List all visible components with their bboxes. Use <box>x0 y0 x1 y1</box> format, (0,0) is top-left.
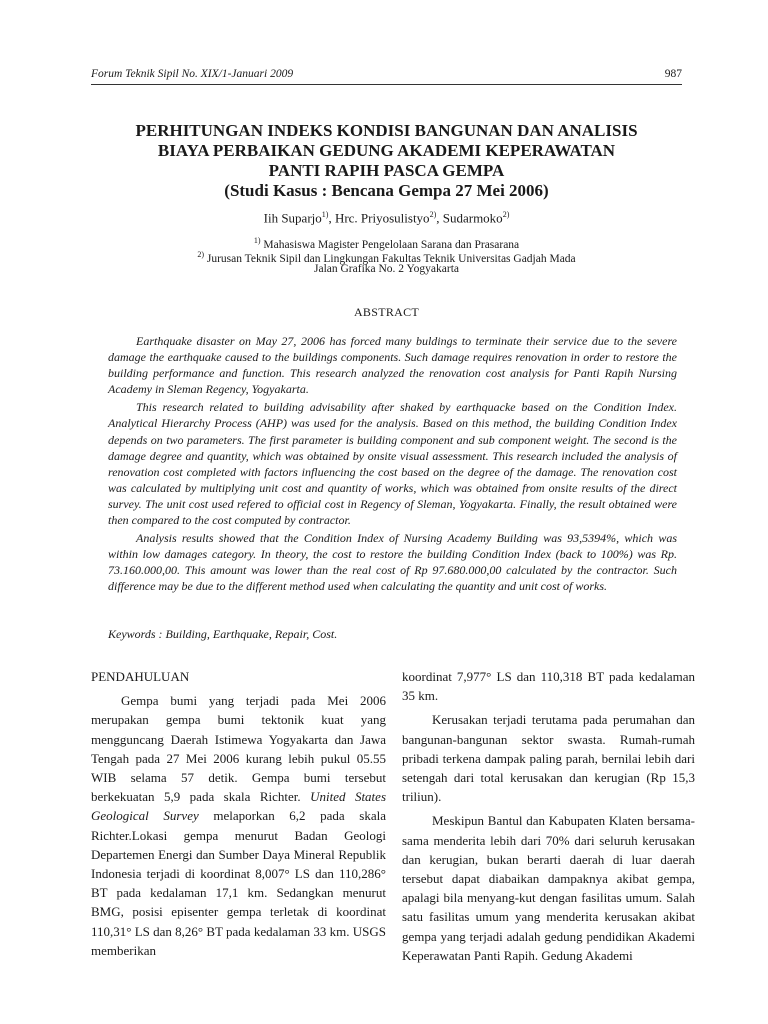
author-1-affil: 1) <box>321 210 329 219</box>
body-italic-text: United States Geological Survey <box>91 789 386 824</box>
body-column-right <box>402 667 695 970</box>
affiliation-address <box>91 262 682 276</box>
title-line-3: PANTI RAPIH PASCA GEMPA <box>268 161 505 180</box>
journal-name: Forum Teknik Sipil No. XIX/1-Januari 2009 <box>91 68 294 80</box>
page-number: 987 <box>664 68 682 80</box>
abstract-paragraph-3: Analysis results showed that the Condition Index of Nursing Academy Building was 93,5394%, which was within low damages category. In theory, the cost to restore the building Condition Index (back to 100%) was Rp. 73.160.000,00. This amount was lower than the real cost of Rp 97.680.000,00 calculated by the contractor. Such difference may be due to the different method used when calculating the quantity and unit cost of works. <box>108 531 677 594</box>
body-text: Gempa bumi yang terjadi pada Mei 2006 merupakan gempa bumi tektonik kuat yang mengguncang Daerah Istimewa Yogyakarta dan Jawa Tengah pada 27 Mei 2006 kurang lebih pukul 05.55 WIB selama 57 detik. Gempa bumi tersebut berkekuatan 5,9 pada skala Richter. <box>91 693 386 805</box>
section-heading: PENDAHULUAN <box>91 669 190 684</box>
abstract-paragraph-1: Earthquake disaster on May 27, 2006 has forced many buldings to terminate their service due to the severe damage the earthquake caused to the buildings components. Such damage requires renovation in order to restore the building performance and function. This research analyzed the renovation cost analysis for Panti Rapih Nursing Academy in Sleman Regency, Yogyakarta. <box>108 334 677 397</box>
paper-title <box>91 121 682 201</box>
author-2-affil: 2) <box>429 210 437 219</box>
title-line-4: (Studi Kasus : Bencana Gempa 27 Mei 2006) <box>224 181 549 200</box>
affiliation-address-text: Jalan Grafika No. 2 Yogyakarta <box>314 263 459 275</box>
affiliation-1-mark: 1) <box>253 236 261 245</box>
affiliation-1-text: Mahasiswa Magister Pengelolaan Sarana dan Prasarana <box>260 238 520 251</box>
body-paragraph <box>91 691 386 960</box>
abstract-body <box>108 333 677 597</box>
body-paragraph: Kerusakan terjadi terutama pada perumahan dan bangunan-bangunan sektor swasta. Rumah-rumah pribadi terkena dampak paling parah, bernilai lebih dari setengah dari total kerusakan dan kerugian (Rp 15,3 triliun). <box>402 712 695 805</box>
body-column-left <box>91 667 386 965</box>
abstract-heading: ABSTRACT <box>353 305 420 319</box>
keywords: Keywords : Building, Earthquake, Repair, Cost. <box>108 627 338 641</box>
body-text: melaporkan 6,2 pada skala Richter.Lokasi gempa menurut Badan Geologi Departemen Energi dan Sumber Daya Mineral Republik Indonesia terjadi di koordinat 8,007° LS dan 110,286° BT pada kedalaman 17,1 km. Sedangkan menurut BMG, posisi episenter gempa terletak di koordinat 110,31° LS dan 8,26° BT pada kedalaman 33 km. USGS memberikan <box>91 808 386 958</box>
body-paragraph: Meskipun Bantul dan Kabupaten Klaten bersama-sama menderita lebih dari 70% dari seluruh kerusakan dan kerugian, bukan berarti daerah di luar daerah tersebut dapat diabaikan dampaknya akibat gempa, apalagi bila menyang-kut dengan fasilitas umum. Salah satu fasilitas umum yang menderita kerusakan akibat gempa yang terjadi adalah gedung pendidikan Akademi Keperawatan Panti Rapih. Gedung Akademi <box>402 813 695 963</box>
affiliation-2-mark: 2) <box>197 250 204 259</box>
affiliation-2-text: Jurusan Teknik Sipil dan Lingkungan Fakultas Teknik Universitas Gadjah Mada <box>204 252 576 265</box>
running-header <box>91 68 682 85</box>
author-1: Iih Suparjo <box>263 210 322 226</box>
author-list: Iih Suparjo$^{1)}$, Hrc. Priyosulistyo$^{2)}$, Sudarmoko$^{2)}$ <box>263 210 510 226</box>
body-paragraph: koordinat 7,977° LS dan 110,318 BT pada kedalaman 35 km. <box>402 669 695 704</box>
title-line-2: BIAYA PERBAIKAN GEDUNG AKADEMI KEPERAWATAN <box>157 141 616 160</box>
author-3: Sudarmoko <box>442 210 503 226</box>
author-3-affil: 2) <box>502 210 510 219</box>
abstract-paragraph-2: This research related to building advisability after shaked by earthquacke based on the Condition Index. Analytical Hierarchy Process (AHP) was used for the analysis. Based on this method, the building Condition Index depends on two parameters. The first parameter is building component and sub component weight. The second is the damage degree and quantity, which was obtained by onsite visual assessment. This research included the analysis of renovation cost completed with factors influencing the cost based on the degree of the damage. The renovation cost was calculated by multiplying unit cost and quantity of works, which was obtained from onsite results of the direct survey. The unit cost used refered to official cost in Regency of Sleman, Yogyakarta. Finally, the result obtained were then compared to the cost computed by contractor. <box>108 400 677 528</box>
title-line-1: PERHITUNGAN INDEKS KONDISI BANGUNAN DAN ANALISIS <box>135 121 638 140</box>
author-2: Hrc. Priyosulistyo <box>334 210 430 226</box>
